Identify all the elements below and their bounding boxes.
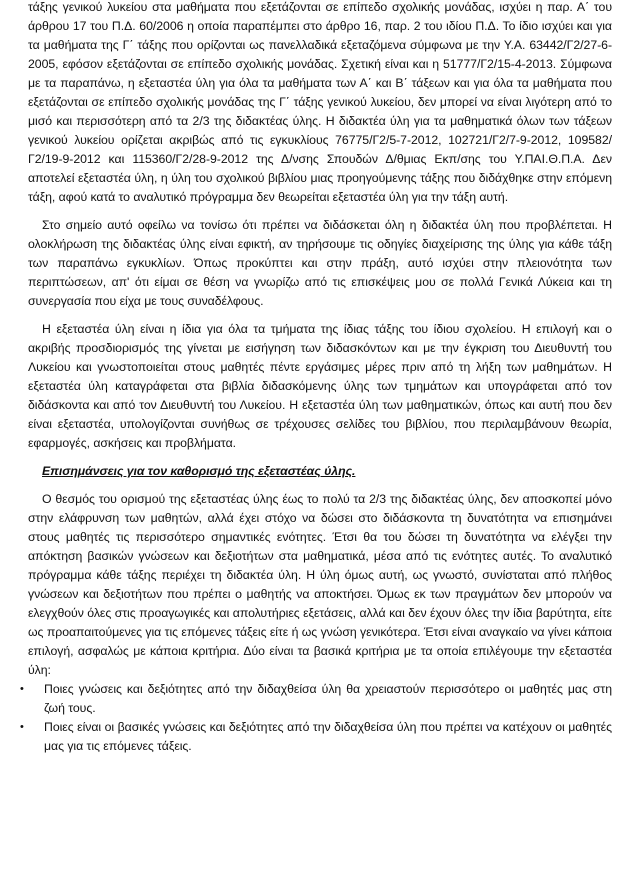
paragraph-full-syllabus-teaching: Στο σημείο αυτό οφείλω να τονίσω ότι πρέπει να διδάσκεται όλη η διδακτέα ύλη που προβλέπεται. Η ολοκλήρωση της διδακτέας ύλης είναι εφικτή, αν τηρήσουμε τις οδηγίες διαχείρισης της ύλης για κάθε τάξη των παραπάνω εγκυκλίων. Όπως προκύπτει και στην πράξη, αυτό ισχύει στην πλειονότητα των περιπτώσεων, απ' ότι είμαι σε θέση να γνωρίζω από τις επισκέψεις μου σε πολλά Γενικά Λύκεια και τη συνεργασία που είχα με τους συναδέλφους. <box>28 218 612 308</box>
bullet-icon: • <box>20 721 24 733</box>
paragraph-spacer <box>28 207 612 216</box>
list-item <box>20 680 612 718</box>
bullet-icon: • <box>20 683 24 695</box>
list-item <box>20 718 612 756</box>
section-heading: Επισημάνσεις για τον καθορισμό της εξεταστέας ύλης. <box>42 464 356 478</box>
paragraph-same-material-all-classes: Η εξεταστέα ύλη είναι η ίδια για όλα τα τμήματα της ίδιας τάξης του ίδιου σχολείου. Η επιλογή και ο ακριβής προσδιορισμός της γίνεται με εισήγηση των διδασκόντων και με την έγκριση του Διευθυντή του Λυκείου και γνωστοποιείται στους μαθητές πέντε εργάσιμες μέρες πριν από τη λήξη των μαθημάτων. Η εξεταστέα ύλη καταγράφεται στα βιβλία διδασκόμενης ύλης των τμημάτων και υπογράφεται από τον διδάσκοντα και από τον Διευθυντή του Λυκείου. Η εξεταστέα ύλη των μαθηματικών, όπως και αυτή που δεν είναι εξεταστέα, υπολογίζονται συνήθως σε τρέχουσες σελίδες του βιβλίου, που περιλαμβάνουν θεωρία, εφαρμογές, ασκήσεις και προβλήματα. <box>28 322 612 450</box>
paragraph-selection-criteria: Ο θεσμός του ορισμού της εξεταστέας ύλης έως το πολύ τα 2/3 της διδακτέας ύλης, δεν αποσκοπεί μόνο στην ελάφρυνση των μαθητών, αλλά έχει στόχο να δώσει στο διδάσκοντα τη δυνατότητα να επισημάνει στους μαθητές τις περισσότερο σημαντικές ενότητες. Έτσι θα του δώσει τη δυνατότητα να ελέγξει την απόκτηση βασικών γνώσεων και δεξιοτήτων στα μαθηματικά, μέσα από τις ενότητες αυτές. Το αναλυτικό πρόγραμμα κάθε τάξης περιέχει τη διδακτέα ύλη. Η ύλη όμως αυτή, ως γνωστό, συνίσταται από πλήθος γνώσεων και δεξιοτήτων που πρέπει ο μαθητής να αποκτήσει. Όμως εκ των πραγμάτων δεν μπορούν να ελεγχθούν όλες στις προαγωγικές και απολυτήριες εξετάσεις, αλλά και δεν έχουν όλες την ίδια βαρύτητα, είτε ως προαπαιτούμενες για τις επόμενες τάξεις είτε ή ως γνώση γενικότερα. Έτσι είναι αναγκαίο να γίνει κάποια επιλογή, ασφαλώς με κάποια κριτήρια. Δύο είναι τα βασικά κριτήρια με τα οποία επιλέγουμε την εξεταστέα ύλη: <box>28 492 612 677</box>
list-item-text: Ποιες γνώσεις και δεξιότητες από την διδαχθείσα ύλη θα χρειαστούν περισσότερο οι μαθητές μας στη ζωή τους. <box>44 682 612 715</box>
list-item-text: Ποιες είναι οι βασικές γνώσεις και δεξιότητες από την διδαχθείσα ύλη που πρέπει να κατέχουν οι μαθητές μας για τις επόμενες τάξεις. <box>44 720 612 753</box>
paragraph-spacer <box>28 311 612 320</box>
criteria-list <box>20 680 612 756</box>
paragraph-spacer <box>28 453 612 462</box>
document-body <box>20 0 612 756</box>
paragraph-spacer <box>28 481 612 490</box>
paragraph-exam-material-rules: τάξης γενικού λυκείου στα μαθήματα που εξετάζονται σε επίπεδο σχολικής μονάδας, ισχύει η παρ. Α΄ του άρθρου 17 του Π.Δ. 60/2006 η οποία παραπέμπει στο άρθρο 16, παρ. 2 του ιδίου Π.Δ. Το ίδιο ισχύει και για τα μαθήματα της Γ΄ τάξης που ορίζονται ως πανελλαδικά εξεταζόμενα σύμφωνα με την Υ.Α. 63442/Γ2/27-6-2005, εφόσον εξετάζονται σε επίπεδο σχολικής μονάδας. Σχετική είναι και η 51777/Γ2/15-4-2013. Σύμφωνα με τα παραπάνω, η εξεταστέα ύλη για όλα τα μαθήματα των Α΄ και Β΄ τάξεων και για όλα τα μαθήματα που εξετάζονται σε επίπεδο σχολικής μονάδας της Γ΄ τάξης γενικού λυκείου, δεν μπορεί να είναι λιγότερη από το μισό και περισσότερη από τα 2/3 της διδακτέας ύλης. Η διδακτέα ύλη για τα μαθηματικά όλων των τάξεων γενικού λυκείου ορίζεται ακριβώς από τις εγκυκλίους 76775/Γ2/5-7-2012, 102721/Γ2/7-9-2012, 109582/Γ2/19-9-2012 και 115360/Γ2/28-9-2012 της Δ/νσης Σπουδών Δ/θμιας Εκπ/σης του Υ.ΠΑΙ.Θ.Π.Α. Δεν αποτελεί εξεταστέα ύλη, η ύλη του σχολικού βιβλίου μιας προηγούμενης τάξης που διδάχθηκε στην επόμενη τάξη, αφού κατά το αναλυτικό πρόγραμμα δεν θεωρείται εξεταστέα ύλη για την τάξη αυτή. <box>28 0 612 204</box>
